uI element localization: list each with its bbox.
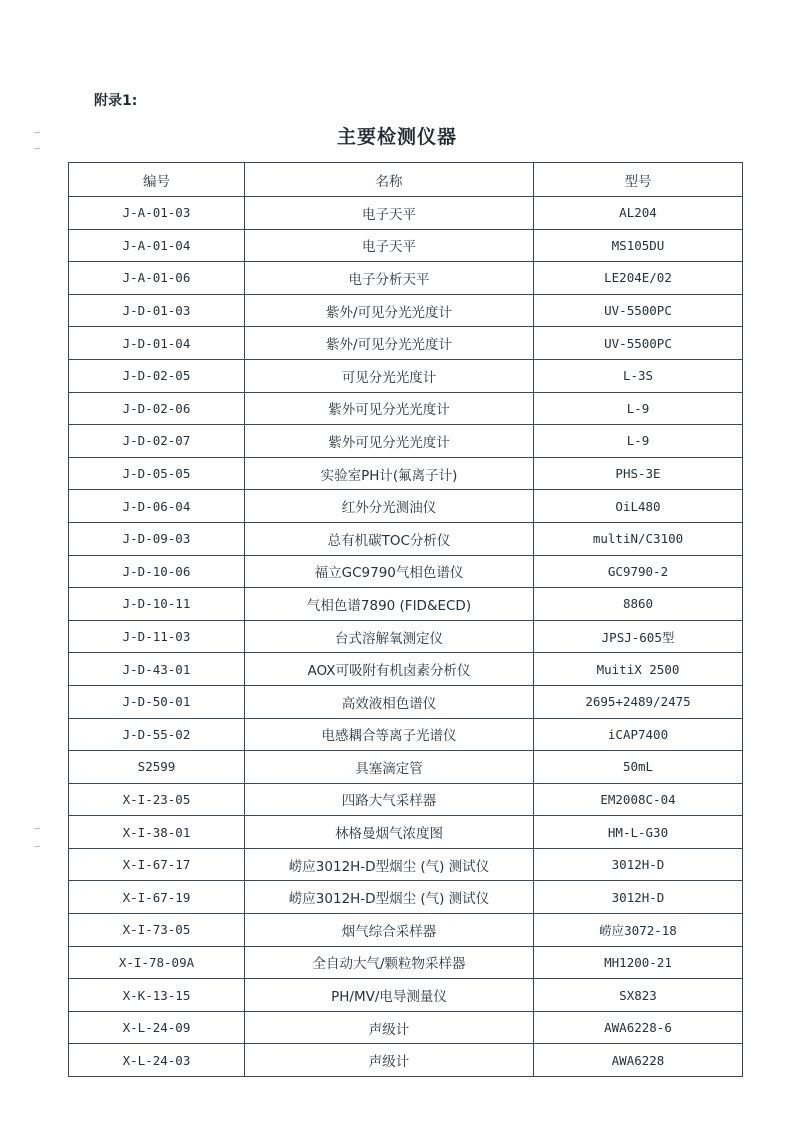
cell-code: X-L-24-03 — [69, 1044, 245, 1077]
cell-model: L-3S — [534, 359, 743, 392]
cell-model: SX823 — [534, 979, 743, 1012]
cell-model: AWA6228-6 — [534, 1011, 743, 1044]
cell-name: 电子天平 — [245, 229, 534, 262]
cell-name: 林格曼烟气浓度图 — [245, 816, 534, 849]
cell-code: J-D-06-04 — [69, 490, 245, 523]
cell-name: 电子分析天平 — [245, 262, 534, 295]
cell-code: J-D-09-03 — [69, 522, 245, 555]
table-row — [69, 751, 743, 784]
cell-code: J-D-02-05 — [69, 359, 245, 392]
cell-model: AWA6228 — [534, 1044, 743, 1077]
instrument-table — [68, 162, 743, 1077]
cell-code: J-A-01-04 — [69, 229, 245, 262]
cell-model: MuitiX 2500 — [534, 653, 743, 686]
cell-name: AOX可吸附有机卤素分析仪 — [245, 653, 534, 686]
cell-model: AL204 — [534, 197, 743, 230]
cell-name: 紫外/可见分光光度计 — [245, 327, 534, 360]
table-row — [69, 457, 743, 490]
cell-name: 可见分光光度计 — [245, 359, 534, 392]
cell-code: X-I-23-05 — [69, 783, 245, 816]
table-row — [69, 555, 743, 588]
page-title: 主要检测仪器 — [336, 126, 457, 148]
cell-model: multiN/C3100 — [534, 522, 743, 555]
table-row — [69, 914, 743, 947]
table-row — [69, 881, 743, 914]
table-header-row — [69, 163, 743, 197]
table-row — [69, 620, 743, 653]
cell-model: JPSJ-605型 — [534, 620, 743, 653]
cell-name: 声级计 — [245, 1044, 534, 1077]
table-row — [69, 229, 743, 262]
cell-code: X-I-78-09A — [69, 946, 245, 979]
cell-name: 四路大气采样器 — [245, 783, 534, 816]
cell-code: J-D-10-11 — [69, 588, 245, 621]
table-row — [69, 425, 743, 458]
table-row — [69, 653, 743, 686]
cell-code: J-A-01-03 — [69, 197, 245, 230]
header-code: 编号 — [69, 163, 245, 197]
table-row — [69, 718, 743, 751]
cell-model: 3012H-D — [534, 881, 743, 914]
cell-model: 50mL — [534, 751, 743, 784]
cell-code: J-D-01-03 — [69, 294, 245, 327]
margin-mark — [34, 828, 40, 829]
cell-code: X-I-73-05 — [69, 914, 245, 947]
cell-code: J-D-11-03 — [69, 620, 245, 653]
table-row — [69, 946, 743, 979]
table-row — [69, 392, 743, 425]
cell-name: 电感耦合等离子光谱仪 — [245, 718, 534, 751]
cell-code: J-A-01-06 — [69, 262, 245, 295]
cell-name: 崂应3012H-D型烟尘 (气) 测试仪 — [245, 881, 534, 914]
table-row — [69, 490, 743, 523]
cell-name: 红外分光测油仪 — [245, 490, 534, 523]
cell-code: X-L-24-09 — [69, 1011, 245, 1044]
table-row — [69, 327, 743, 360]
appendix-label: 附录1: — [94, 93, 138, 109]
cell-name: 气相色谱7890 (FID&ECD) — [245, 588, 534, 621]
table-row — [69, 197, 743, 230]
cell-model: PHS-3E — [534, 457, 743, 490]
cell-name: 紫外可见分光光度计 — [245, 425, 534, 458]
header-model: 型号 — [534, 163, 743, 197]
cell-code: X-K-13-15 — [69, 979, 245, 1012]
cell-code: X-I-67-19 — [69, 881, 245, 914]
table-row — [69, 262, 743, 295]
cell-model: iCAP7400 — [534, 718, 743, 751]
cell-code: J-D-55-02 — [69, 718, 245, 751]
cell-name: 电子天平 — [245, 197, 534, 230]
cell-model: 3012H-D — [534, 848, 743, 881]
table-row — [69, 685, 743, 718]
cell-code: J-D-50-01 — [69, 685, 245, 718]
header-name: 名称 — [245, 163, 534, 197]
table-body — [69, 197, 743, 1077]
cell-model: L-9 — [534, 425, 743, 458]
cell-code: J-D-02-07 — [69, 425, 245, 458]
cell-name: 台式溶解氧测定仪 — [245, 620, 534, 653]
table-row — [69, 522, 743, 555]
instrument-table-container — [68, 162, 742, 1077]
cell-model: GC9790-2 — [534, 555, 743, 588]
cell-model: OiL480 — [534, 490, 743, 523]
cell-model: 8860 — [534, 588, 743, 621]
cell-name: 崂应3012H-D型烟尘 (气) 测试仪 — [245, 848, 534, 881]
cell-name: 实验室PH计(氟离子计) — [245, 457, 534, 490]
table-row — [69, 359, 743, 392]
cell-model: EM2008C-04 — [534, 783, 743, 816]
cell-model: 2695+2489/2475 — [534, 685, 743, 718]
cell-code: J-D-02-06 — [69, 392, 245, 425]
table-row — [69, 1044, 743, 1077]
cell-name: 总有机碳TOC分析仪 — [245, 522, 534, 555]
cell-name: 烟气综合采样器 — [245, 914, 534, 947]
margin-mark — [34, 846, 40, 847]
cell-name: 高效液相色谱仪 — [245, 685, 534, 718]
table-row — [69, 588, 743, 621]
cell-code: S2599 — [69, 751, 245, 784]
cell-name: 福立GC9790气相色谱仪 — [245, 555, 534, 588]
cell-name: 紫外可见分光光度计 — [245, 392, 534, 425]
table-row — [69, 294, 743, 327]
cell-name: 具塞滴定管 — [245, 751, 534, 784]
cell-model: MS105DU — [534, 229, 743, 262]
table-row — [69, 848, 743, 881]
cell-code: J-D-05-05 — [69, 457, 245, 490]
table-row — [69, 816, 743, 849]
cell-model: UV-5500PC — [534, 294, 743, 327]
table-row — [69, 1011, 743, 1044]
cell-model: L-9 — [534, 392, 743, 425]
cell-model: UV-5500PC — [534, 327, 743, 360]
cell-name: 声级计 — [245, 1011, 534, 1044]
cell-name: 全自动大气/颗粒物采样器 — [245, 946, 534, 979]
cell-code: J-D-01-04 — [69, 327, 245, 360]
table-row — [69, 783, 743, 816]
cell-code: J-D-10-06 — [69, 555, 245, 588]
cell-model: MH1200-21 — [534, 946, 743, 979]
cell-code: J-D-43-01 — [69, 653, 245, 686]
cell-code: X-I-38-01 — [69, 816, 245, 849]
table-row — [69, 979, 743, 1012]
cell-name: 紫外/可见分光光度计 — [245, 294, 534, 327]
cell-model: 崂应3072-18 — [534, 914, 743, 947]
cell-code: X-I-67-17 — [69, 848, 245, 881]
cell-model: LE204E/02 — [534, 262, 743, 295]
cell-model: HM-L-G30 — [534, 816, 743, 849]
cell-name: PH/MV/电导测量仪 — [245, 979, 534, 1012]
